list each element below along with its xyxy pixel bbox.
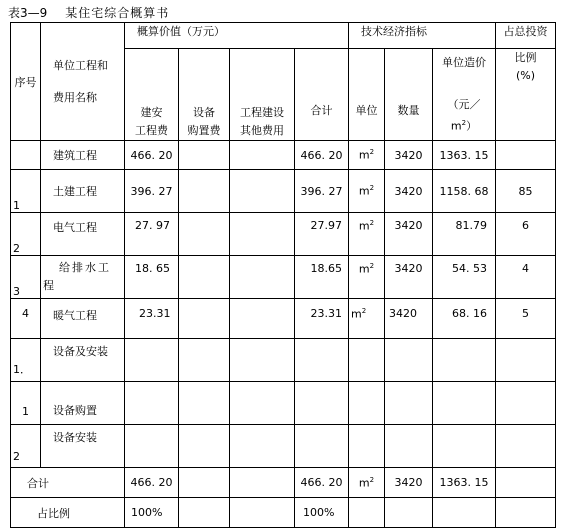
table-row — [11, 213, 556, 256]
table-row — [11, 256, 556, 299]
header-unit-cell: 单位 — [349, 49, 385, 141]
header-equip-line1: 设备 — [193, 106, 215, 119]
row-seq: 4 — [11, 299, 41, 339]
header-estimate-group: 概算价值（万元） — [125, 23, 349, 49]
total-qty: 3420 — [385, 468, 433, 498]
table-row — [11, 425, 556, 468]
row-name: 设备及安装 — [41, 339, 125, 382]
ratio-total: 100% — [295, 498, 349, 528]
row-equip — [179, 256, 230, 299]
row-share: 4 — [496, 256, 556, 299]
total-row — [11, 468, 556, 498]
header-jian-line2: 工程费 — [135, 124, 168, 137]
row-qty: 3420 — [385, 299, 433, 339]
header-equip-line2: 购置费 — [187, 124, 221, 137]
table-row — [11, 382, 556, 425]
row-total: 27.97 — [295, 213, 349, 256]
row-cost: 54. 53 — [433, 256, 496, 299]
row-cost: 68. 16 — [433, 299, 496, 339]
header-tech-group: 技术经济指标 — [349, 23, 496, 49]
header-share-cell — [496, 49, 556, 141]
row-jian: 27. 97 — [125, 213, 179, 256]
row-qty: 3420 — [385, 213, 433, 256]
row-share — [496, 141, 556, 170]
row-total: 23.31 — [295, 299, 349, 339]
table-caption — [8, 4, 169, 21]
row-equip — [179, 213, 230, 256]
header-row-1 — [11, 23, 556, 49]
table-row — [11, 170, 556, 213]
table-number: 表3—9 — [8, 6, 48, 20]
header-unit-cost-unit: （元$/m^2$） — [447, 97, 481, 133]
header-other-line2: 其他费用 — [240, 124, 284, 137]
header-other-line1: 工程建设 — [240, 106, 284, 119]
header-qty-cell: 数量 — [385, 49, 433, 141]
ratio-jian: 100% — [125, 498, 179, 528]
row-equip — [179, 299, 230, 339]
row-seq: 2 — [11, 425, 41, 468]
row-other — [230, 213, 295, 256]
row-name: 设备购置 — [41, 382, 125, 425]
row-qty: 3420 — [385, 141, 433, 170]
row-name: 电气工程 — [41, 213, 125, 256]
total-cost: 1363. 15 — [433, 468, 496, 498]
header-seq: 序号 — [14, 75, 37, 89]
row-jian: 396. 27 — [125, 170, 179, 213]
table-row — [11, 141, 556, 170]
header-unit-cost: 单位造价 — [442, 55, 486, 69]
row-seq — [11, 141, 41, 170]
row-other — [230, 170, 295, 213]
row-total: 18.65 — [295, 256, 349, 299]
row-equip — [179, 170, 230, 213]
row-cost: 1158. 68 — [433, 170, 496, 213]
table-title: 某住宅综合概算书 — [65, 6, 170, 20]
header-share-top: 占总投资 — [496, 23, 556, 49]
header-seq-cell — [11, 23, 41, 141]
total-unit: $m^2$ — [349, 468, 385, 498]
ratio-label: 占比例 — [11, 498, 125, 528]
table-row — [11, 339, 556, 382]
row-equip — [179, 141, 230, 170]
header-total-cell: 合计 — [295, 49, 349, 141]
row-other — [230, 141, 295, 170]
row-seq: 1． — [11, 339, 41, 382]
row-seq: 1 — [11, 382, 41, 425]
row-jian: 23.31 — [125, 299, 179, 339]
row-total: 396. 27 — [295, 170, 349, 213]
row-seq: 1 — [11, 170, 41, 213]
row-name: 暖气工程 — [41, 299, 125, 339]
header-unit-cost-cell — [433, 49, 496, 141]
row-other — [230, 256, 295, 299]
row-name: 土建工程 — [41, 170, 125, 213]
row-share: 85 — [496, 170, 556, 213]
row-name: 设备安装 — [41, 425, 125, 468]
row-unit: $m^2$ — [349, 141, 385, 170]
row-unit: $m^2$ — [349, 170, 385, 213]
row-share: 5 — [496, 299, 556, 339]
header-equip-cell — [179, 49, 230, 141]
row-seq: 3 — [11, 256, 41, 299]
header-jian-line1: 建安 — [140, 106, 163, 119]
header-name-line2: 费用名称 — [53, 90, 97, 104]
header-name-cell — [41, 23, 125, 141]
row-cost: 1363. 15 — [433, 141, 496, 170]
header-share-line3: (%) — [515, 69, 536, 82]
row-name: 给排水工 程 — [41, 256, 125, 299]
total-total: 466. 20 — [295, 468, 349, 498]
total-jian: 466. 20 — [125, 468, 179, 498]
row-unit: $m^2$ — [349, 256, 385, 299]
header-jian-cell — [125, 49, 179, 141]
row-jian: 18. 65 — [125, 256, 179, 299]
row-other — [230, 299, 295, 339]
estimate-table — [10, 22, 556, 528]
row-jian: 466. 20 — [125, 141, 179, 170]
total-label: 合计 — [11, 468, 125, 498]
row-unit: $m^2$ — [349, 213, 385, 256]
row-unit: $m^2$ — [349, 299, 385, 339]
header-share-line2: 比例 — [514, 51, 537, 64]
header-other-cell — [230, 49, 295, 141]
row-share: 6 — [496, 213, 556, 256]
row-qty: 3420 — [385, 256, 433, 299]
row-qty: 3420 — [385, 170, 433, 213]
table-row — [11, 299, 556, 339]
ratio-row — [11, 498, 556, 528]
row-seq: 2 — [11, 213, 41, 256]
row-cost: 81.79 — [433, 213, 496, 256]
row-name: 建筑工程 — [41, 141, 125, 170]
row-total: 466. 20 — [295, 141, 349, 170]
header-name-line1: 单位工程和 — [53, 58, 108, 72]
